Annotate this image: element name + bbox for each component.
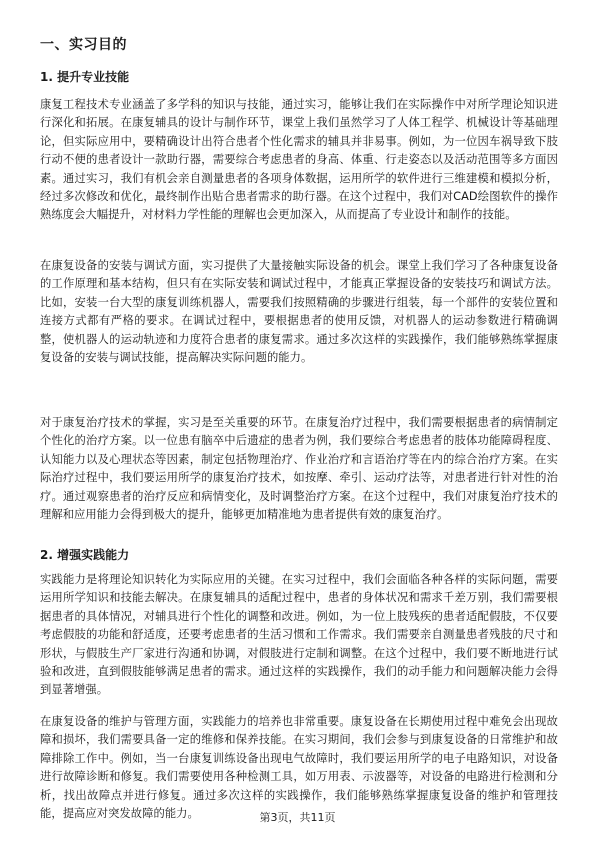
paragraph-1-2: 在康复设备的安装与调试方面，实习提供了大量接触实际设备的机会。课堂上我们学习了各种康复设备的工作原理和基本结构，但只有在实际安装和调试过程中，才能真正掌握设备的安装技巧和调试方法。比如，安装一台大型的康复训练机器人，需要我们按照精确的步骤进行组装，每一个部件的安装位置和连接方式都有严格的要求。在调试过程中，要根据患者的使用反馈，对机器人的运动参数进行精确调整，使机器人的运动轨迹和力度符合患者的康复需求。通过多次这样的实践操作，我们能够熟练掌握康复设备的安装与调试技能，提高解决实际问题的能力。 — [40, 259, 558, 365]
subsection-title-2: 2. 增强实践能力 — [40, 548, 130, 562]
paragraph-2-1: 实践能力是将理论知识转化为实际应用的关键。在实习过程中，我们会面临各种各样的实际问题，需要运用所学知识和技能去解决。在康复辅具的适配过程中，患者的身体状况和需求千差万别，我们需要根据患者的具体情况，对辅具进行个性化的调整和改进。例如，为一位上肢残疾的患者适配假肢，不仅要考虑假肢的功能和舒适度，还要考虑患者的生活习惯和工作需求。我们需要亲自测量患者残肢的尺寸和形状，与假肢生产厂家进行沟通和协调，对假肢进行定制和调整。在这个过程中，我们要不断地进行试验和改进，直到假肢能够满足患者的需求。通过这样的实践操作，我们的动手能力和问题解决能力会得到显著增强。 — [40, 573, 558, 697]
paragraph-1-1: 康复工程技术专业涵盖了多学科的知识与技能，通过实习，能够让我们在实际操作中对所学理论知识进行深化和拓展。在康复辅具的设计与制作环节，课堂上我们虽然学习了人体工程学、机械设计等基础理论，但实际应用中，要精确设计出符合患者个性化需求的辅具并非易事。例如，为一位因车祸导致下肢行动不便的患者设计一款助行器，需要综合考虑患者的身高、体重、行走姿态以及活动范围等多方面因素。通过实习，我们有机会亲自测量患者的各项身体数据，运用所学的软件进行三维建模和模拟分析，经过多次修改和优化，最终制作出贴合患者需求的助行器。在这个过程中，我们对CAD绘图软件的操作熟练度会大幅提升，对材料力学性能的理解也会更加深入，从而提高了专业设计和制作的技能。 — [40, 98, 558, 222]
paragraph-1-3: 对于康复治疗技术的掌握，实习是至关重要的环节。在康复治疗过程中，我们需要根据患者的病情制定个性化的治疗方案。以一位患有脑卒中后遗症的患者为例，我们要综合考虑患者的肢体功能障碍程度、认知能力以及心理状态等因素，制定包括物理治疗、作业治疗和言语治疗等在内的综合治疗方案。在实际治疗过程中，我们要运用所学的康复治疗技术，如按摩、牵引、运动疗法等，对患者进行针对性的治疗。通过观察患者的治疗反应和病情变化，及时调整治疗方案。在这个过程中，我们对康复治疗技术的理解和应用能力会得到极大的提升，能够更加精准地为患者提供有效的康复治疗。 — [40, 416, 558, 522]
subsection-title-1: 1. 提升专业技能 — [40, 70, 130, 84]
paragraph-2-2: 在康复设备的维护与管理方面，实践能力的培养也非常重要。康复设备在长期使用过程中难免会出现故障和损坏，我们需要具备一定的维修和保养技能。在实习期间，我们会参与到康复设备的日常维护和故障排除工作中。例如，当一台康复训练设备出现电气故障时，我们要运用所学的电子电路知识，对设备进行故障诊断和修复。我们需要使用各种检测工具，如万用表、示波器等，对设备的电路进行检测和分析，找出故障点并进行修复。通过多次这样的实践操作，我们能够熟练掌握康复设备的维护和管理技能，提高应对突发故障的能力。 — [40, 715, 558, 821]
section-title: 一、实习目的 — [40, 37, 127, 53]
page-footer: 第3页，共11页 — [259, 811, 336, 824]
